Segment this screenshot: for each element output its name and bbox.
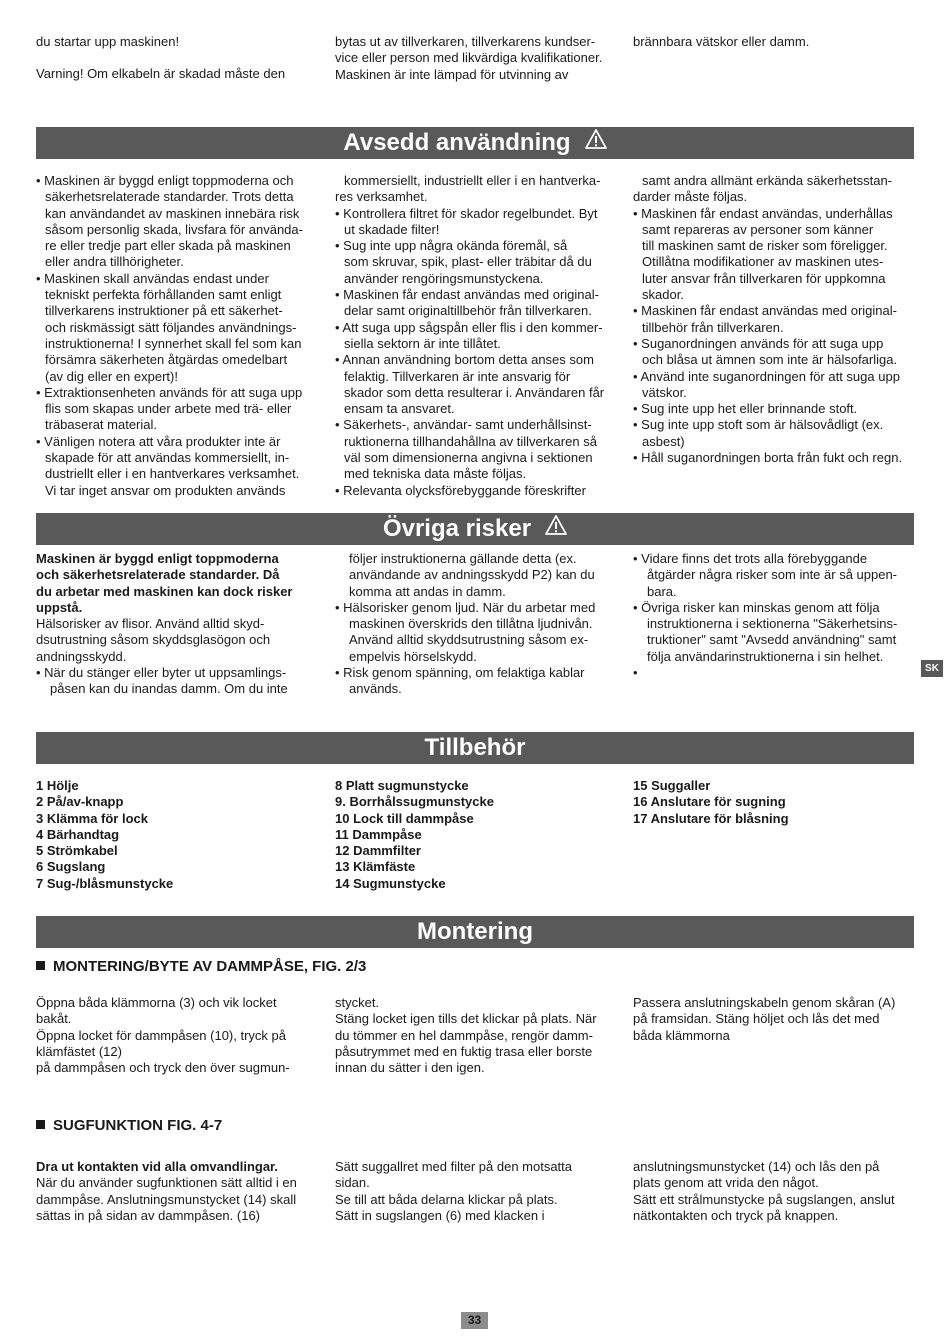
text-line: • Använd inte suganordningen för att suga upp xyxy=(633,368,900,384)
text-line: 2 På/av-knapp xyxy=(36,794,124,810)
text-line: tillverkarens instruktioner på ett säkerhet- xyxy=(45,303,283,319)
text-line: du tömmer en hel dammpåse, rengör damm- xyxy=(335,1027,593,1043)
text-line: du startar upp maskinen! xyxy=(36,34,180,49)
text-line: Varning! Om elkabeln är skadad måste den xyxy=(36,66,286,82)
text-line: 16 Anslutare för sugning xyxy=(633,794,786,810)
text-line: vätskor. xyxy=(642,384,687,400)
text-line: innan du sätter i den igen. xyxy=(335,1060,485,1076)
text-line: Stäng locket igen tills det klickar på plats. När xyxy=(335,1011,597,1027)
text-line: dsutrustning såsom skyddsglasögon och xyxy=(36,632,271,648)
ovriga-col-1-text xyxy=(36,616,314,697)
text-line: åtgärder några risker som inte är så uppen- xyxy=(647,567,898,583)
text-line: Sätt suggallret med filter på den motsatta xyxy=(335,1159,573,1174)
text-line: • Hälsorisker genom ljud. När du arbetar med xyxy=(335,599,596,615)
text-line: truktioner" samt "Avsedd användning" samt xyxy=(647,632,897,648)
text-line: re eller tredje part eller skada på maskinen xyxy=(45,238,291,254)
text-line: bakåt. xyxy=(36,1011,72,1027)
text-line: • Att suga upp sågspån eller flis i den kommer- xyxy=(335,319,603,335)
text-line: tillbehör från tillverkaren. xyxy=(642,319,784,335)
text-line: kan användandet av maskinen innebära risk xyxy=(45,205,300,221)
text-line xyxy=(36,50,314,66)
avsedd-col-1 xyxy=(36,173,314,499)
text-line: • Vidare finns det trots alla förebyggande xyxy=(633,551,868,566)
text-line: använder rengöringsmunstyckena. xyxy=(344,270,544,286)
text-line: maskinen överskrids den tillåtna ljudnivån. xyxy=(349,616,593,632)
text-line: komma att andas in damm. xyxy=(349,583,506,599)
text-line: dustriellt eller i en hantverkares verksamhet. xyxy=(45,466,300,482)
top-col-2 xyxy=(335,34,613,83)
text-line: på dammpåsen och tryck den över sugmun- xyxy=(36,1060,290,1076)
text-line: res verksamhet. xyxy=(335,189,428,205)
text-line: tekniskt perfekta förhållanden samt enligt xyxy=(45,287,282,303)
avsedd-col-2 xyxy=(335,173,613,499)
text-line: flis som skapas under arbete med trä- eller xyxy=(45,401,292,417)
warning-icon xyxy=(545,512,567,544)
text-line: 13 Klämfäste xyxy=(335,859,416,875)
montering-2-col-2 xyxy=(335,1159,613,1224)
text-line: dammpåse. Anslutningsmunstycket (14) skall xyxy=(36,1191,297,1207)
text-line: träbaserat material. xyxy=(45,417,157,433)
accessory-list-2 xyxy=(335,778,613,892)
top-col-1 xyxy=(36,34,314,83)
text-line: nätkontakten och tryck på knappen. xyxy=(633,1207,839,1223)
text-line: 1 Hölje xyxy=(36,778,79,793)
text-line: luter ansvar från tillverkaren för uppkomna xyxy=(642,270,886,286)
text-line: båda klämmorna xyxy=(633,1027,730,1043)
square-bullet-icon xyxy=(36,1120,45,1129)
text-line: • Vänligen notera att våra produkter inte är xyxy=(36,433,281,449)
text-line: anslutningsmunstycket (14) och lås den på xyxy=(633,1159,880,1174)
text-line: • xyxy=(633,665,638,681)
text-line: och riskmässigt sätt följandes användnings- xyxy=(45,319,297,335)
text-line: påsutrymmet med en fuktig trasa eller borste xyxy=(335,1043,593,1059)
ovriga-col-1 xyxy=(36,551,314,698)
text-line: instruktionerna! I synnerhet skall fel som kan xyxy=(45,335,302,351)
text-line: 6 Sugslang xyxy=(36,859,106,875)
text-line: • Maskinen får endast användas, underhållas xyxy=(633,205,893,221)
text-line: Se till att båda delarna klickar på plats. xyxy=(335,1191,558,1207)
text-line: 9. Borrhålssugmunstycke xyxy=(335,794,494,810)
text-line: 5 Strömkabel xyxy=(36,843,118,859)
text-line: följa användarinstruktionerna i sin helhet. xyxy=(647,648,884,664)
text-line: siella sektorn är inte tillåtet. xyxy=(344,335,501,351)
text-line: 7 Sug-/blåsmunstycke xyxy=(36,875,174,891)
text-line: samt repareras av personer som känner xyxy=(642,221,874,237)
text-line: • Risk genom spänning, om felaktiga kablar xyxy=(335,665,585,681)
montering-1-col-1 xyxy=(36,995,314,1076)
section-header-ovriga xyxy=(36,513,914,545)
text-line: eller andra tillhörigheter. xyxy=(45,254,184,270)
text-line: felaktig. Tillverkaren är inte ansvarig för xyxy=(344,368,571,384)
text-line: 11 Dammpåse xyxy=(335,826,422,842)
montering-2-col-1 xyxy=(36,1159,314,1224)
text-line: Otillåtna modifikationer av maskinen utes- xyxy=(642,254,884,270)
text-line: du arbetar med maskinen kan dock risker xyxy=(36,583,293,599)
text-line: (av dig eller en expert)! xyxy=(45,368,178,384)
montering-2-col-3 xyxy=(633,1159,911,1224)
accessory-list-1 xyxy=(36,778,314,892)
montering-1-col-3 xyxy=(633,995,911,1044)
language-tab: SK xyxy=(921,660,943,677)
warning-icon xyxy=(585,126,607,158)
text-line: andningsskydd. xyxy=(36,648,127,664)
text-line: Öppna locket för dammpåsen (10), tryck på xyxy=(36,1027,287,1043)
section-header-avsedd xyxy=(36,127,914,159)
section-header-tillbehor xyxy=(36,732,914,764)
avsedd-col-3 xyxy=(633,173,911,466)
section-title: Montering xyxy=(417,918,533,945)
text-line: ut skadade filter! xyxy=(344,221,440,237)
text-line: • Sug inte upp stoft som är hälsovådligt (ex. xyxy=(633,417,884,433)
text-line: försämra säkerheten åtgärdas omedelbart xyxy=(45,352,288,368)
text-line: • Maskinen skall användas endast under xyxy=(36,270,269,286)
text-line: skapade för att användas kommersiellt, in- xyxy=(45,450,290,466)
text-line: och säkerhetsrelaterade standarder. Då xyxy=(36,567,280,583)
text-line: till maskinen samt de risker som föreligger. xyxy=(642,238,888,254)
text-line: 14 Sugmunstycke xyxy=(335,875,446,891)
subheading-sugfunktion: SUGFUNKTION FIG. 4-7 xyxy=(36,1118,222,1134)
ovriga-col-3 xyxy=(633,551,911,681)
section-title: Tillbehör xyxy=(424,734,526,761)
text-line: delar samt originaltillbehör från tillverkaren. xyxy=(344,303,592,319)
text-line: brännbara vätskor eller damm. xyxy=(633,34,810,49)
text-line: 8 Platt sugmunstycke xyxy=(335,778,469,793)
section-title: Avsedd användning xyxy=(343,129,571,156)
text-line: Använd alltid skyddsutrustning såsom ex- xyxy=(349,632,589,648)
text-line: skador som detta resulterar i. Användaren får xyxy=(344,384,605,400)
text-line: • Sug inte upp några okända föremål, så xyxy=(335,238,568,254)
ovriga-col-2 xyxy=(335,551,613,698)
text-line: Hälsorisker av flisor. Använd alltid skyd- xyxy=(36,616,265,632)
text-line: • Relevanta olycksförebyggande föreskrifter xyxy=(335,482,586,498)
montering-1-col-2 xyxy=(335,995,613,1076)
section-header-montering xyxy=(36,916,914,948)
text-line: ruktionerna tillhandahållna av tillverkaren så xyxy=(344,433,597,449)
text-line: väl som dimensionerna angivna i sektionen xyxy=(344,450,593,466)
unplug-warning: Dra ut kontakten vid alla omvandlingar. xyxy=(36,1159,279,1174)
text-line: Sätt in sugslangen (6) med klacken i xyxy=(335,1207,545,1223)
text-line: vice eller person med likvärdiga kvalifikationer. xyxy=(335,50,603,66)
text-line: uppstå. xyxy=(36,599,83,615)
text-line: instruktionerna i sektionerna "Säkerhetsins- xyxy=(647,616,898,632)
text-line: Öppna båda klämmorna (3) och vik locket xyxy=(36,995,277,1010)
text-line: plats genom att vrida den något. xyxy=(633,1175,819,1191)
text-line: säkerhetsrelaterade standarder. Trots detta xyxy=(45,189,294,205)
square-bullet-icon xyxy=(36,961,45,970)
text-line: • Annan användning bortom detta anses som xyxy=(335,352,594,368)
montering-2-col-1-text xyxy=(36,1175,314,1224)
text-line: 10 Lock till dammpåse xyxy=(335,810,474,826)
text-line: • Maskinen får endast användas med original- xyxy=(335,287,599,303)
text-line: klämfästet (12) xyxy=(36,1043,122,1059)
text-line: • Sug inte upp het eller brinnande stoft. xyxy=(633,401,858,417)
text-line: • När du stänger eller byter ut uppsamlings- xyxy=(36,665,287,681)
text-line: asbest) xyxy=(642,433,685,449)
text-line: Sätt ett strålmunstycke på sugslangen, anslut xyxy=(633,1191,895,1207)
text-line: stycket. xyxy=(335,995,380,1010)
text-line: darder måste följas. xyxy=(633,189,748,205)
text-line: påsen kan du inandas damm. Om du inte xyxy=(50,681,288,697)
text-line: såsom personlig skada, livsfara för användа- xyxy=(45,221,303,237)
text-line: ensam ta ansvaret. xyxy=(344,401,455,417)
text-line: följer instruktionerna gällande detta (ex. xyxy=(349,551,577,566)
text-line: • Säkerhets-, användar- samt underhållsinst- xyxy=(335,417,592,433)
text-line: • Övriga risker kan minskas genom att följa xyxy=(633,599,880,615)
text-line: sidan. xyxy=(335,1175,370,1191)
text-line: • Kontrollera filtret för skador regelbundet. Byt xyxy=(335,205,598,221)
text-line: används. xyxy=(349,681,402,697)
text-line: Maskinen är byggd enligt toppmoderna xyxy=(36,551,279,566)
page-number: 33 xyxy=(461,1312,488,1329)
text-line: empelvis hörselskydd. xyxy=(349,648,477,664)
top-col-3 xyxy=(633,34,911,50)
ovriga-intro-bold xyxy=(36,551,314,616)
text-line: och blåsa ut ämnen som inte är hälsofarliga. xyxy=(642,352,898,368)
text-line: 15 Suggaller xyxy=(633,778,711,793)
text-line: • Maskinen får endast användas med original- xyxy=(633,303,897,319)
text-line: med tekniska data måste följas. xyxy=(344,466,527,482)
text-line: sättas in på sidan av dammpåsen. (16) xyxy=(36,1207,261,1223)
text-line: på framsidan. Stäng höljet och lås det med xyxy=(633,1011,880,1027)
text-line: skador. xyxy=(642,287,684,303)
section-title: Övriga risker xyxy=(382,515,532,542)
text-line: kommersiellt, industriellt eller i en hantverka- xyxy=(344,173,601,188)
text-line: bara. xyxy=(647,583,677,599)
text-line: användande av andningsskydd P2) kan du xyxy=(349,567,595,583)
text-line: 3 Klämma för lock xyxy=(36,810,148,826)
text-line: Vi tar inget ansvar om produkten används xyxy=(45,482,286,498)
text-line: bytas ut av tillverkaren, tillverkarens kundser- xyxy=(335,34,596,49)
accessory-list-3 xyxy=(633,778,911,827)
text-line: som skruvar, spik, plast- eller träbitar då du xyxy=(344,254,592,270)
text-line: Passera anslutningskabeln genom skåran (A) xyxy=(633,995,896,1010)
subheading-dammpase: MONTERING/BYTE AV DAMMPÅSE, FIG. 2/3 xyxy=(36,959,366,975)
text-line: Maskinen är inte lämpad för utvinning av xyxy=(335,66,569,82)
text-line: 4 Bärhandtag xyxy=(36,826,120,842)
text-line: • Håll suganordningen borta från fukt och regn. xyxy=(633,450,903,466)
text-line: 17 Anslutare för blåsning xyxy=(633,810,789,826)
text-line: • Maskinen är byggd enligt toppmoderna och xyxy=(36,173,294,188)
text-line: • Extraktionsenheten används för att suga upp xyxy=(36,384,303,400)
text-line: • Suganordningen används för att suga upp xyxy=(633,335,884,351)
text-line: 12 Dammfilter xyxy=(335,843,421,859)
text-line: När du använder sugfunktionen sätt alltid i en xyxy=(36,1175,297,1191)
text-line: samt andra allmänt erkända säkerhetsstan- xyxy=(642,173,893,188)
